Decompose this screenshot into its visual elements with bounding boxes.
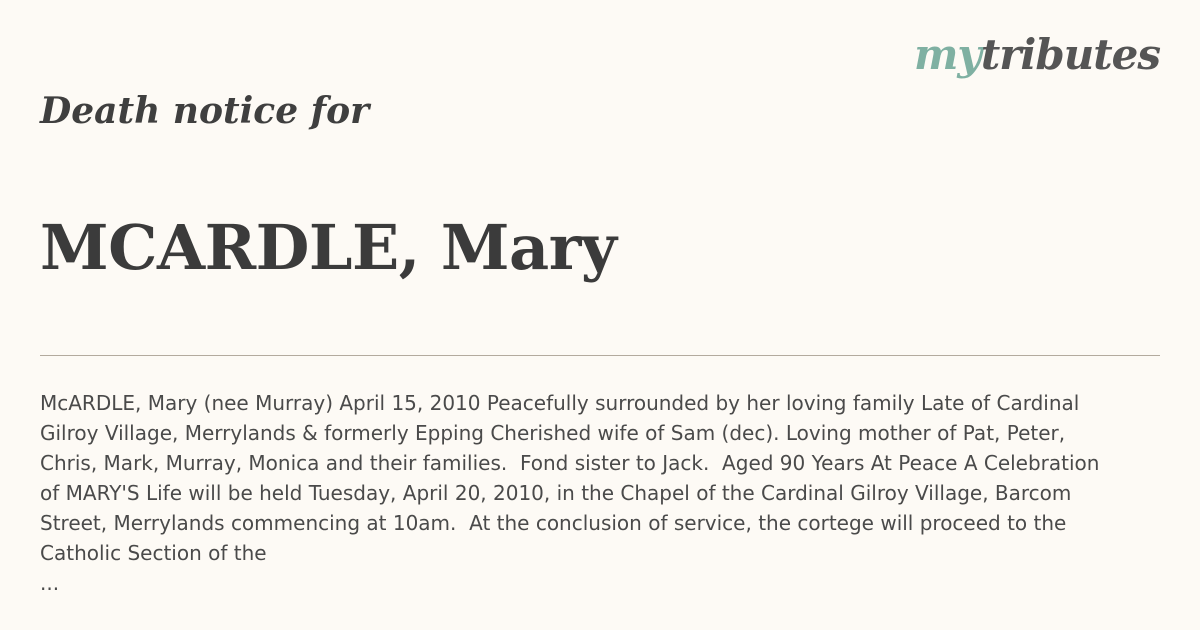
logo-tributes-text: tributes [980, 30, 1160, 79]
notice-kicker: Death notice for [40, 90, 370, 132]
section-divider [40, 355, 1160, 356]
logo-my-text: my [913, 30, 981, 79]
deceased-name: MCARDLE, Mary [40, 211, 617, 284]
mytributes-logo[interactable] [913, 30, 1160, 79]
notice-body: McARDLE, Mary (nee Murray) April 15, 2010 Peacefully surrounded by her loving family Late of Cardinal Gilroy Village, Merrylands & formerly Epping Cherished wife of Sam (dec). Loving mother of Pat, Peter, Chris, Mark, Murray, Monica and their families. Fond sister to Jack. Aged 90 Years At Peace A Celebration of MARY'S Life will be held Tuesday, April 20, 2010, in the Chapel of the Cardinal Gilroy Village, Barcom Street, Merrylands commencing at 10am. At the conclusion of service, the cortege will proceed to the Catholic Section of the ... [40, 391, 1100, 595]
